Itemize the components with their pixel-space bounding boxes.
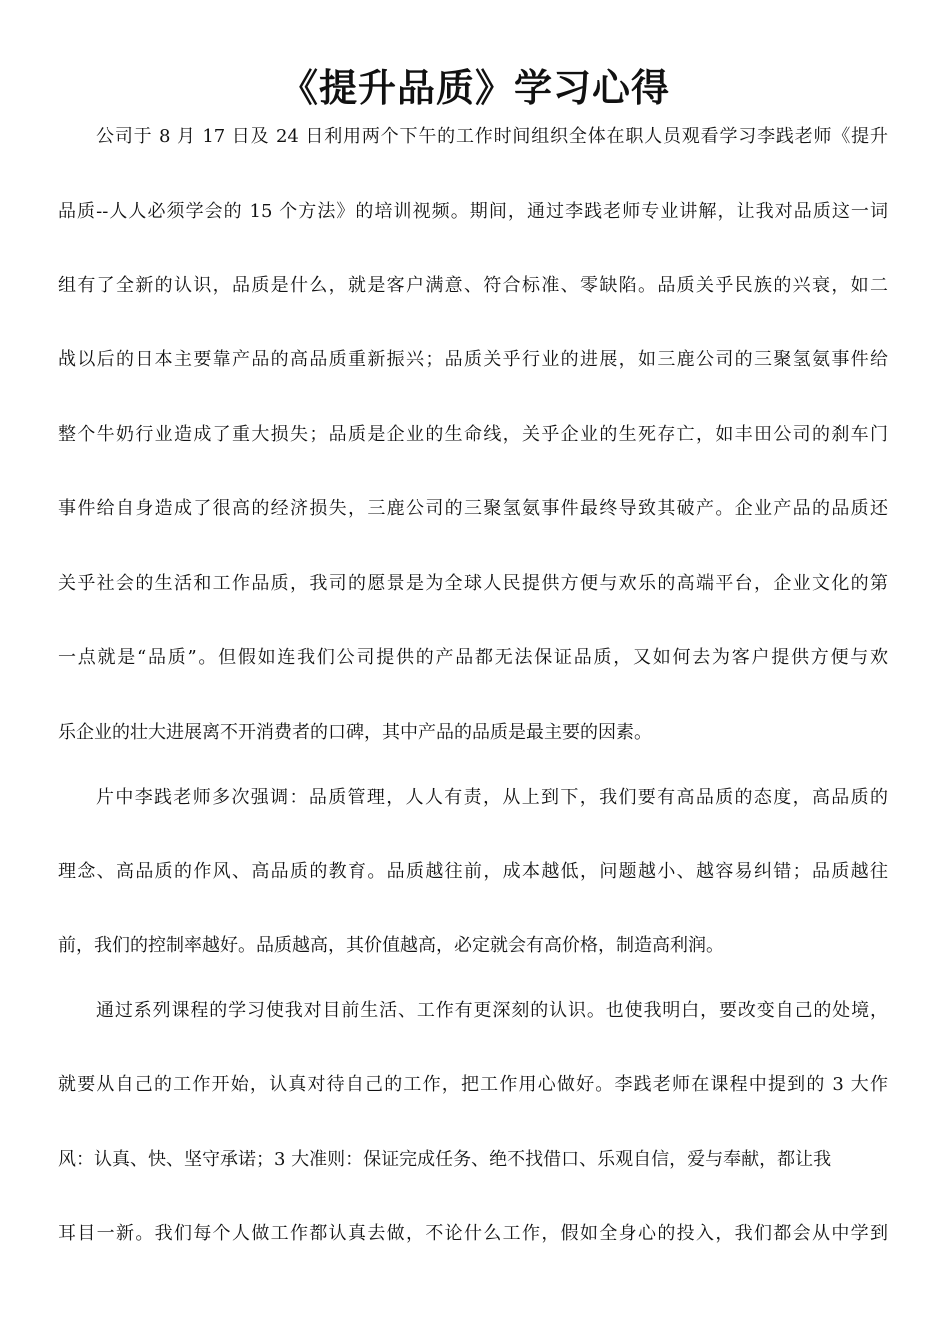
paragraph-line: 品质--人人必须学会的 15 个方法》的培训视频。期间，通过李践老师专业讲解，让我对品质这一词 [58,201,888,222]
paragraph-line: 一点就是“品质”。但假如连我们公司提供的产品都无法保证品质，又如何去为客户提供方便与欢 [58,647,888,668]
paragraph-line: 战以后的日本主要靠产品的高品质重新振兴；品质关乎行业的进展，如三鹿公司的三聚氢氨事件给 [58,349,888,370]
paragraph-line: 公司于 8 月 17 日及 24 日利用两个下午的工作时间组织全体在职人员观看学习李践老师《提升 [96,126,888,147]
paragraph-line: 风：认真、快、坚守承诺；3 大准则：保证完成任务、绝不找借口、乐观自信，爱与奉献，都让我 [58,1149,832,1170]
paragraph-line: 前，我们的控制率越好。品质越高，其价值越高，必定就会有高价格，制造高利润。 [58,935,724,956]
paragraph-line: 片中李践老师多次强调：品质管理，人人有责，从上到下，我们要有高品质的态度，高品质的 [96,787,888,808]
document-title: 《提升品质》学习心得 [279,65,670,110]
paragraph-line: 耳目一新。我们每个人做工作都认真去做，不论什么工作，假如全身心的投入，我们都会从中学到 [58,1223,888,1244]
paragraph-line: 理念、高品质的作风、高品质的教育。品质越往前，成本越低，问题越小、越容易纠错；品质越往 [58,861,888,882]
paragraph-line: 乐企业的壮大进展离不开消费者的口碑，其中产品的品质是最主要的因素。 [58,722,652,743]
paragraph-line: 关乎社会的生活和工作品质，我司的愿景是为全球人民提供方便与欢乐的高端平台，企业文化的第 [58,573,888,594]
paragraph-line: 组有了全新的认识，品质是什么，就是客户满意、符合标准、零缺陷。品质关乎民族的兴衰，如二 [58,275,888,296]
paragraph-line: 事件给自身造成了很高的经济损失，三鹿公司的三聚氢氨事件最终导致其破产。企业产品的品质还 [58,498,888,519]
paragraph-line: 通过系列课程的学习使我对目前生活、工作有更深刻的认识。也使我明白，要改变自己的处境， [96,1000,888,1021]
paragraph-line: 整个牛奶行业造成了重大损失；品质是企业的生命线，关乎企业的生死存亡，如丰田公司的刹车门 [58,424,888,445]
paragraph-line: 就要从自己的工作开始，认真对待自己的工作，把工作用心做好。李践老师在课程中提到的 3 大作 [58,1074,888,1095]
